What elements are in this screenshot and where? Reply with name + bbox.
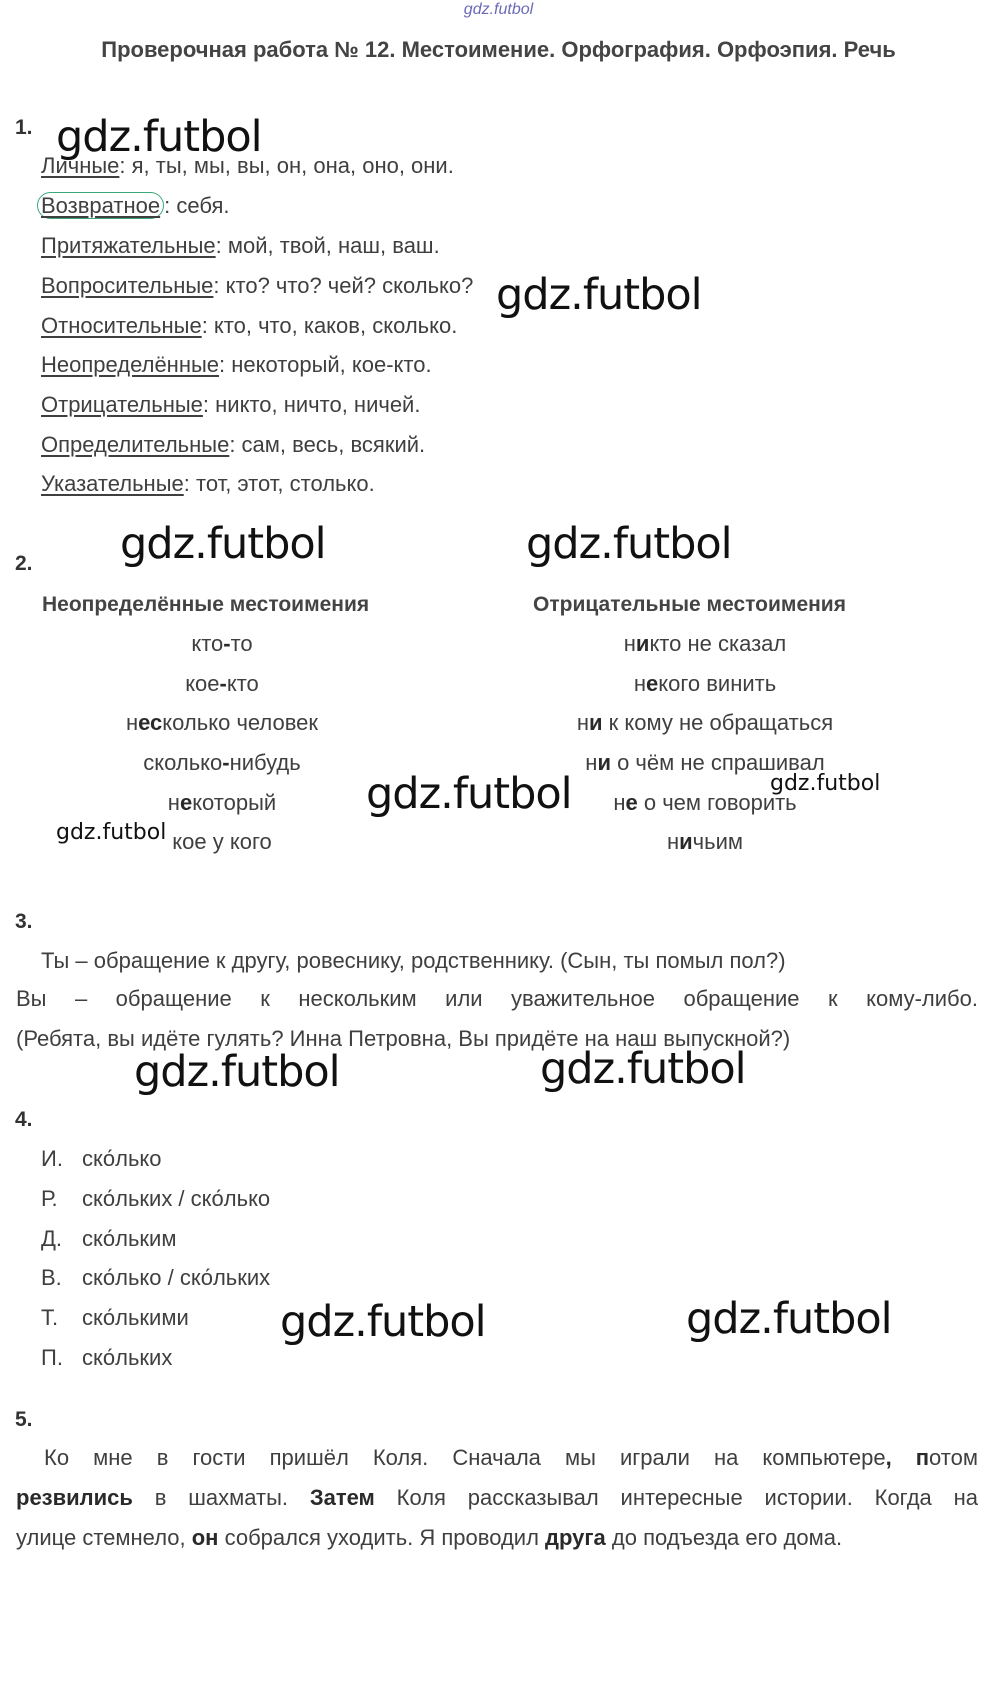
term: Относительные bbox=[41, 313, 202, 338]
term: Личные bbox=[41, 153, 120, 178]
examples: : кто? что? чей? сколько? bbox=[213, 273, 474, 298]
case-row bbox=[41, 1305, 189, 1331]
negative-heading: Отрицательные местоимения bbox=[533, 593, 846, 616]
case-form: ско́льких / ско́лько bbox=[82, 1186, 271, 1211]
term: Вопросительные bbox=[41, 273, 214, 298]
task3-paragraph-line: (Ребята, вы идёте гулять? Инна Петровна, Вы придёте на наш выпускной?) bbox=[16, 1026, 791, 1051]
case-label: Р. bbox=[41, 1186, 58, 1211]
negative-item: ничьим bbox=[666, 829, 744, 854]
term: Неопределённые bbox=[41, 352, 220, 377]
task5-line: резвились в шахматы. Затем Коля рассказывал интересные истории. Когда на bbox=[16, 1485, 978, 1510]
indefinite-item: кто-то bbox=[191, 631, 253, 656]
case-label: П. bbox=[41, 1345, 63, 1370]
case-label: Т. bbox=[41, 1305, 59, 1330]
watermark: gdz.futbol bbox=[280, 1297, 486, 1347]
case-label: В. bbox=[41, 1265, 62, 1290]
task3-line: Ты – обращение к другу, ровеснику, родственнику. (Сын, ты помыл пол?) bbox=[41, 948, 786, 973]
case-form: ско́лько / ско́льких bbox=[82, 1265, 271, 1290]
page-title: Проверочная работа № 12. Местоимение. Орфография. Орфоэпия. Речь bbox=[101, 37, 896, 62]
watermark: gdz.futbol bbox=[120, 519, 326, 569]
indefinite-item: сколько-нибудь bbox=[143, 750, 301, 775]
case-row bbox=[41, 1265, 270, 1291]
watermark: gdz.futbol bbox=[526, 519, 732, 569]
case-label: Д. bbox=[41, 1226, 63, 1251]
term: Отрицательные bbox=[41, 392, 203, 417]
case-form: ско́льким bbox=[82, 1226, 177, 1251]
case-row bbox=[41, 1345, 172, 1371]
watermark: gdz.futbol bbox=[366, 769, 572, 819]
task-2-number: 2. bbox=[15, 552, 33, 575]
task1-row bbox=[41, 432, 425, 458]
case-form: ско́льких bbox=[82, 1345, 173, 1370]
term: Определительные bbox=[41, 432, 230, 457]
watermark: gdz.futbol bbox=[134, 1047, 340, 1097]
examples: : сам, весь, всякий. bbox=[229, 432, 426, 457]
watermark: gdz.futbol bbox=[56, 820, 167, 845]
task-4-number: 4. bbox=[15, 1108, 33, 1131]
task5-line: улице стемнело, он собрался уходить. Я проводил друга до подъезда его дома. bbox=[16, 1525, 843, 1550]
indefinite-heading: Неопределённые местоимения bbox=[42, 593, 370, 616]
negative-item: не о чем говорить bbox=[613, 790, 797, 815]
examples: : никто, ничто, ничей. bbox=[202, 392, 421, 417]
watermark: gdz.futbol bbox=[496, 270, 702, 320]
examples: : некоторый, кое-кто. bbox=[219, 352, 432, 377]
task1-row bbox=[41, 392, 420, 418]
indefinite-item: кое-кто bbox=[185, 671, 259, 696]
task3-paragraph-line: Вы – обращение к нескольким или уважительное обращение к кому-либо. bbox=[16, 986, 978, 1011]
top-watermark: gdz.futbol bbox=[463, 1, 534, 18]
indefinite-item: кое у кого bbox=[172, 829, 272, 854]
indefinite-item: некоторый bbox=[167, 790, 277, 815]
case-row bbox=[41, 1226, 176, 1252]
task-1-number: 1. bbox=[15, 116, 33, 139]
examples: : мой, твой, наш, ваш. bbox=[215, 233, 440, 258]
watermark: gdz.futbol bbox=[540, 1044, 746, 1094]
task1-row bbox=[41, 471, 375, 497]
examples: : тот, этот, столько. bbox=[183, 471, 375, 496]
case-row bbox=[41, 1146, 162, 1172]
task5-line: Ко мне в гости пришёл Коля. Сначала мы играли на компьютере, потом bbox=[44, 1445, 978, 1470]
case-label: И. bbox=[41, 1146, 63, 1171]
indefinite-item: несколько человек bbox=[125, 710, 319, 735]
examples: : кто, что, каков, сколько. bbox=[201, 313, 458, 338]
negative-item: никто не сказал bbox=[623, 631, 787, 656]
task1-row bbox=[41, 233, 440, 259]
case-form: ско́лько bbox=[82, 1146, 162, 1171]
task1-row bbox=[41, 352, 432, 378]
task1-row bbox=[41, 193, 229, 219]
case-form: ско́лькими bbox=[82, 1305, 189, 1330]
watermark: gdz.futbol bbox=[686, 1294, 892, 1344]
task1-row bbox=[41, 313, 457, 339]
case-row bbox=[41, 1186, 270, 1212]
term-circled: Возвратное bbox=[37, 192, 164, 219]
examples: : я, ты, мы, вы, он, она, оно, они. bbox=[119, 153, 454, 178]
negative-item: ни к кому не обращаться bbox=[576, 710, 834, 735]
task-5-number: 5. bbox=[15, 1408, 33, 1431]
task-3-number: 3. bbox=[15, 910, 33, 933]
negative-item: ни о чём не спрашивал bbox=[585, 750, 825, 775]
term: Притяжательные bbox=[41, 233, 216, 258]
watermark: gdz.futbol bbox=[56, 112, 262, 162]
negative-item: некого винить bbox=[633, 671, 777, 696]
examples: : себя. bbox=[164, 193, 230, 218]
term: Указательные bbox=[41, 471, 184, 496]
task1-row bbox=[41, 273, 473, 299]
watermark: gdz.futbol bbox=[770, 771, 881, 796]
